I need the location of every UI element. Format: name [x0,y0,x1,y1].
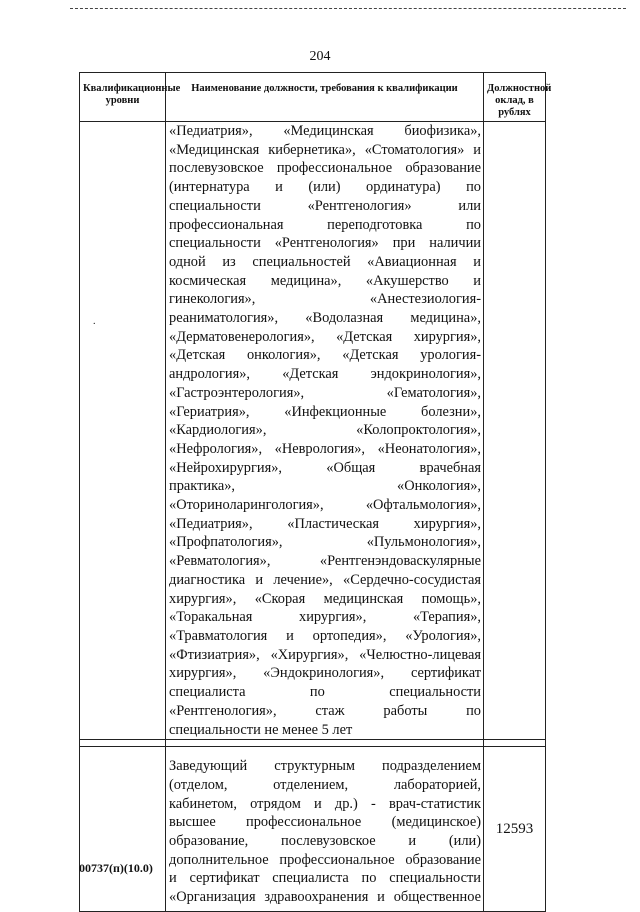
salary-cell-empty [484,122,546,740]
text-line: «Торакальная хирургия», «Терапия», [169,609,481,626]
text-line: «Рентгенология», стаж работы по [169,702,481,719]
description-text [166,122,483,739]
level-cell [80,122,166,740]
text-line: «Гастроэнтерология», «Гематология», [169,384,481,401]
position-description-cell [166,122,484,740]
level-cell [80,747,166,912]
text-line: «Гериатрия», «Инфекционные болезни», [169,403,481,420]
table-row [80,122,546,740]
text-line: специалиста по специальности [169,684,481,701]
text-line: специальности «Рентгенология» или [169,197,481,214]
text-line: диагностика и лечение», «Сердечно-сосудистая [169,571,481,588]
page-number: 204 [309,49,331,64]
text-line: хирургия», «Эндокринология», сертификат [169,665,481,682]
text-line: «Нейрохирургия», «Общая врачебная [169,459,481,476]
text-line: кабинетом, отрядом и др.) - врач-статистик [169,795,481,812]
text-line: практика», «Онкология», [169,478,481,495]
text-line: послевузовское профессиональное образование [169,160,481,177]
text-line: «Кардиология», «Колопроктология», [169,422,481,439]
text-line: «Медицинская кибернетика», «Стоматология» и [169,141,481,158]
text-line: профессиональная переподготовка по [169,216,481,233]
table-gap-row [80,740,546,747]
text-line: высшее профессиональное (медицинское) [169,814,481,831]
text-line: андрология», «Детская эндокринология», [169,366,481,383]
header-level: Квалификационные уровни [80,73,166,122]
salary-cell: 12593 [484,747,546,912]
text-line: «Оториноларингология», «Офтальмология», [169,497,481,514]
text-line: и сертификат специалиста по специальности [169,870,481,887]
text-line: специальности «Рентгенология» при наличии [169,235,481,252]
text-line: «Организация здравоохранения и общественное [169,889,481,906]
text-line: дополнительное профессиональное образование [169,851,481,868]
text-line: «Детская онкология», «Детская урология- [169,347,481,364]
text-line: гинекология», «Анестезиология- [169,291,481,308]
header-position: Наименование должности, требования к квалификации [166,73,484,122]
text-line: «Травматология и ортопедия», «Урология», [169,627,481,644]
text-line: «Ревматология», «Рентгенэндоваскулярные [169,553,481,570]
top-rule [70,8,626,9]
text-line: «Педиатрия», «Пластическая хирургия», [169,515,481,532]
table-header-row [80,73,546,122]
text-line: «Фтизиатрия», «Хирургия», «Челюстно-лицевая [169,646,481,663]
text-line: хирургия», «Скорая медицинская помощь», [169,590,481,607]
text-line: одной из специальностей «Авиационная и [169,253,481,270]
text-line: космическая медицина», «Акушерство и [169,272,481,289]
header-salary: Должностной оклад, в рублях [484,73,546,122]
text-line: (отделом, отделением, лабораторией, [169,776,481,793]
stray-mark: . [93,316,96,327]
text-line: Заведующий структурным подразделением [169,758,481,775]
text-line: (интернатура и (или) ординатура) по [169,179,481,196]
text-line: «Дерматовенерология», «Детская хирургия», [169,328,481,345]
text-line: образование, послевузовское и (или) [169,833,481,850]
text-line: специальности не менее 5 лет [169,721,353,738]
footer-code: 00737(п)(10.0) [79,861,153,875]
text-line: «Педиатрия», «Медицинская биофизика», [169,123,481,139]
position-description-cell [166,747,484,912]
text-line: «Нефрология», «Неврология», «Неонатология», [169,440,481,457]
description-text [166,757,483,907]
qualification-table [79,72,552,912]
text-line: «Профпатология», «Пульмонология», [169,534,481,551]
table-row [80,747,546,912]
text-line: реаниматология», «Водолазная медицина», [169,310,481,327]
